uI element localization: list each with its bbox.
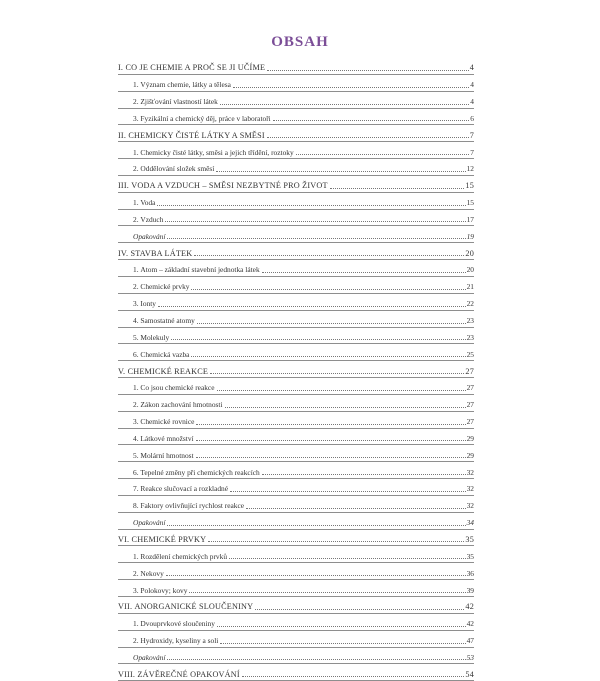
toc-entry-label: Atom – základní stavební jednotka látek — [140, 265, 260, 275]
toc-page-number: 29 — [466, 450, 474, 460]
toc-entry-label: Ionty — [140, 299, 157, 309]
toc-page-number: 7 — [469, 130, 474, 140]
toc-entry-label: Zjišťování vlastností látek — [140, 97, 218, 107]
dot-leader — [262, 272, 466, 273]
toc-page-number: 6 — [470, 113, 474, 123]
toc-entry-label: Molární hmotnost — [140, 450, 194, 460]
toc-page-number: 4 — [470, 97, 474, 107]
toc-section-row — [118, 546, 474, 563]
toc-chapter-row — [118, 125, 474, 142]
toc-entry-number: VIII. — [118, 669, 136, 679]
toc-entry-label: CHEMICKÉ REAKCE — [127, 366, 209, 376]
toc-page-number: 42 — [465, 602, 474, 612]
toc-page-number: 29 — [466, 433, 474, 443]
dot-leader — [196, 424, 465, 425]
toc-entry-label: Fyzikální a chemický děj, práce v laboratoři — [140, 113, 271, 123]
toc-section-row — [118, 631, 474, 648]
toc-chapter-row — [118, 58, 474, 75]
dot-leader — [330, 188, 465, 189]
toc-entry-label: Význam chemie, látky a tělesa — [140, 80, 231, 90]
toc-page-number: 35 — [466, 551, 474, 561]
toc-entry-label: Chemické rovnice — [140, 417, 195, 427]
toc-entry-label: Opakování — [133, 231, 166, 241]
toc-entry-number: 4. — [133, 316, 139, 325]
toc-section-row — [118, 210, 474, 227]
toc-entry-label: CO JE CHEMIE A PROČ SE JI UČÍME — [125, 63, 266, 73]
toc-entry-label: Chemicky čisté látky, směsi a jejich třídění, roztoky — [140, 147, 294, 157]
dot-leader — [191, 356, 465, 357]
toc-page-number: 27 — [465, 366, 474, 376]
toc-page-number: 34 — [466, 518, 474, 528]
dot-leader — [225, 407, 466, 408]
toc-review-row — [118, 648, 474, 665]
toc-chapter-row — [118, 664, 474, 681]
dot-leader — [196, 457, 466, 458]
toc-entry-label: Chemické prvky — [140, 282, 190, 292]
toc-section-row — [118, 344, 474, 361]
toc-page-number: 36 — [466, 568, 474, 578]
toc-entry-number: 3. — [133, 417, 139, 427]
dot-leader — [157, 205, 465, 206]
toc-entry-number: 1. — [133, 619, 139, 629]
dot-leader — [229, 558, 466, 559]
toc-page-number: 20 — [465, 248, 474, 258]
toc-entry-number: 2. — [133, 214, 139, 224]
dot-leader — [197, 323, 466, 324]
dot-leader — [220, 643, 465, 644]
toc-page-number: 23 — [466, 332, 474, 342]
toc-section-row — [118, 378, 474, 395]
toc-entry-label: CHEMICKY ČISTÉ LÁTKY A SMĚSI — [128, 130, 265, 140]
toc-entry-number: 4. — [133, 433, 139, 443]
toc-entry-number: V. — [118, 366, 126, 376]
toc-section-row — [118, 563, 474, 580]
toc-section-row — [118, 294, 474, 311]
toc-page-number: 25 — [466, 349, 474, 359]
toc-entry-label: Opakování — [133, 652, 166, 662]
toc-entry-label: Dvouprvkové sloučeniny — [140, 619, 215, 629]
toc-entry-number: VI. — [118, 534, 130, 544]
toc-entry-number: 2. — [133, 97, 139, 107]
page-title: OBSAH — [271, 34, 329, 50]
toc-section-row — [118, 496, 474, 513]
toc-entry-number: 1. — [133, 265, 139, 275]
toc-page-number: 4 — [470, 80, 474, 90]
toc-entry-number: IV. — [118, 248, 129, 258]
toc-entry-label: ZÁVĚREČNÉ OPAKOVÁNÍ — [137, 669, 240, 679]
toc-section-row — [118, 142, 474, 159]
dot-leader — [216, 171, 465, 172]
toc-entry-number: 5. — [133, 332, 139, 342]
toc-page-number: 21 — [466, 282, 474, 292]
dot-leader — [194, 255, 464, 256]
toc-page-number: 12 — [466, 164, 474, 174]
toc-entry-number: I. — [118, 63, 124, 73]
toc-review-row — [118, 513, 474, 530]
dot-leader — [255, 609, 464, 610]
toc-entry-number: 1. — [133, 383, 139, 393]
toc-entry-label: ANORGANICKÉ SLOUČENINY — [134, 602, 254, 612]
toc-section-row — [118, 429, 474, 446]
toc-page-number: 22 — [466, 299, 474, 309]
dot-leader — [166, 575, 466, 576]
toc-entry-label: Rozdělení chemických prvků — [140, 551, 228, 561]
dot-leader — [217, 390, 466, 391]
toc-section-row — [118, 395, 474, 412]
toc-entry-number: 1. — [133, 80, 139, 90]
toc-entry-number: 6. — [133, 349, 139, 359]
toc-entry-number: 2. — [133, 282, 139, 292]
toc-page-number: 42 — [466, 619, 474, 629]
dot-leader — [220, 104, 469, 105]
dot-leader — [165, 221, 465, 222]
toc-entry-label: VODA A VZDUCH – SMĚSI NEZBYTNÉ PRO ŽIVOT — [131, 181, 328, 191]
toc-entry-number: III. — [118, 181, 130, 191]
toc-page-number: 39 — [466, 585, 474, 595]
toc-entry-label: Oddělování složek směsí — [140, 164, 215, 174]
toc-entry-number: 3. — [133, 585, 139, 595]
toc-entry-number: 1. — [133, 147, 139, 157]
toc-entry-number: 3. — [133, 299, 139, 309]
toc-page-number: 54 — [465, 669, 474, 679]
toc-section-row — [118, 109, 474, 126]
toc-section-row — [118, 412, 474, 429]
toc-section-row — [118, 445, 474, 462]
toc-entry-number: 5. — [133, 450, 139, 460]
toc-entry-number: 8. — [133, 501, 139, 511]
toc-entry-number: 3. — [133, 113, 139, 123]
toc-entry-number: VII. — [118, 602, 133, 612]
dot-leader — [262, 474, 466, 475]
dot-leader — [217, 626, 466, 627]
toc-entry-number: II. — [118, 130, 127, 140]
dot-leader — [208, 541, 464, 542]
toc-page-number: 15 — [466, 198, 474, 208]
toc-section-row — [118, 328, 474, 345]
dot-leader — [242, 676, 465, 677]
dot-leader — [267, 70, 469, 71]
toc-page-number: 27 — [466, 383, 474, 393]
dot-leader — [233, 87, 469, 88]
toc-section-row — [118, 159, 474, 176]
toc-entry-number: 6. — [133, 467, 139, 477]
toc-page-number: 15 — [465, 181, 474, 191]
toc-section-row — [118, 580, 474, 597]
toc-entry-label: Faktory ovlivňující rychlost reakce — [140, 501, 245, 511]
toc-page-number: 19 — [466, 231, 474, 241]
toc-entry-label: Co jsou chemické reakce — [140, 383, 215, 393]
dot-leader — [210, 373, 464, 374]
dot-leader — [196, 440, 466, 441]
toc-section-row — [118, 462, 474, 479]
dot-leader — [167, 238, 465, 239]
toc-section-row — [118, 479, 474, 496]
dot-leader — [158, 306, 466, 307]
toc-entry-number: 2. — [133, 636, 139, 646]
toc-chapter-row — [118, 243, 474, 260]
toc-entry-number: 2. — [133, 164, 139, 174]
toc-section-row — [118, 277, 474, 294]
toc-review-row — [118, 226, 474, 243]
toc-entry-number: 1. — [133, 551, 139, 561]
toc-entry-label: Hydroxidy, kyseliny a soli — [140, 636, 219, 646]
toc-entry-label: Chemická vazba — [140, 349, 190, 359]
toc-page-number: 20 — [466, 265, 474, 275]
toc-entry-label: Nekovy — [140, 568, 164, 578]
toc-entry-number: 1. — [133, 198, 139, 208]
toc-section-row — [118, 614, 474, 631]
toc-page-number: 53 — [466, 652, 474, 662]
toc-page-number: 17 — [466, 214, 474, 224]
dot-leader — [167, 525, 465, 526]
toc-page-number: 4 — [469, 63, 474, 73]
toc-section-row — [118, 260, 474, 277]
toc-section-row — [118, 193, 474, 210]
toc-entry-label: STAVBA LÁTEK — [130, 248, 193, 258]
toc-section-row — [118, 92, 474, 109]
dot-leader — [267, 137, 469, 138]
dot-leader — [191, 289, 465, 290]
toc-entry-label: CHEMICKÉ PRVKY — [131, 534, 207, 544]
table-of-contents — [118, 58, 474, 681]
toc-entry-number: 2. — [133, 400, 139, 410]
toc-page-number: 35 — [465, 534, 474, 544]
dot-leader — [296, 154, 470, 155]
toc-chapter-row — [118, 361, 474, 378]
toc-entry-label: Voda — [140, 198, 156, 208]
dot-leader — [167, 659, 465, 660]
toc-page-number: 27 — [466, 417, 474, 427]
toc-section-row — [118, 75, 474, 92]
toc-chapter-row — [118, 176, 474, 193]
toc-entry-label: Opakování — [133, 518, 166, 528]
toc-entry-number: 7. — [133, 484, 139, 494]
toc-entry-label: Vzduch — [140, 214, 164, 224]
toc-entry-label: Samostatné atomy — [140, 316, 195, 325]
toc-page-number: 32 — [466, 484, 474, 494]
toc-page-number: 7 — [470, 147, 474, 157]
toc-page-number: 32 — [466, 467, 474, 477]
toc-page-number: 27 — [466, 400, 474, 410]
toc-chapter-row — [118, 530, 474, 547]
toc-entry-label: Zákon zachování hmotnosti — [140, 400, 223, 410]
toc-page-number: 47 — [466, 636, 474, 646]
dot-leader — [246, 508, 466, 509]
toc-entry-label: Polokovy; kovy — [140, 585, 188, 595]
dot-leader — [273, 120, 470, 121]
toc-page-number: 23 — [466, 316, 474, 325]
dot-leader — [171, 339, 465, 340]
toc-entry-label: Tepelné změny při chemických reakcích — [140, 467, 260, 477]
toc-page-number: 32 — [466, 501, 474, 511]
dot-leader — [189, 592, 465, 593]
toc-entry-label: Látkové množství — [140, 433, 194, 443]
toc-entry-label: Molekuly — [140, 332, 170, 342]
dot-leader — [230, 491, 466, 492]
toc-section-row — [118, 311, 474, 328]
toc-entry-label: Reakce slučovací a rozkladné — [140, 484, 229, 494]
toc-entry-number: 2. — [133, 568, 139, 578]
